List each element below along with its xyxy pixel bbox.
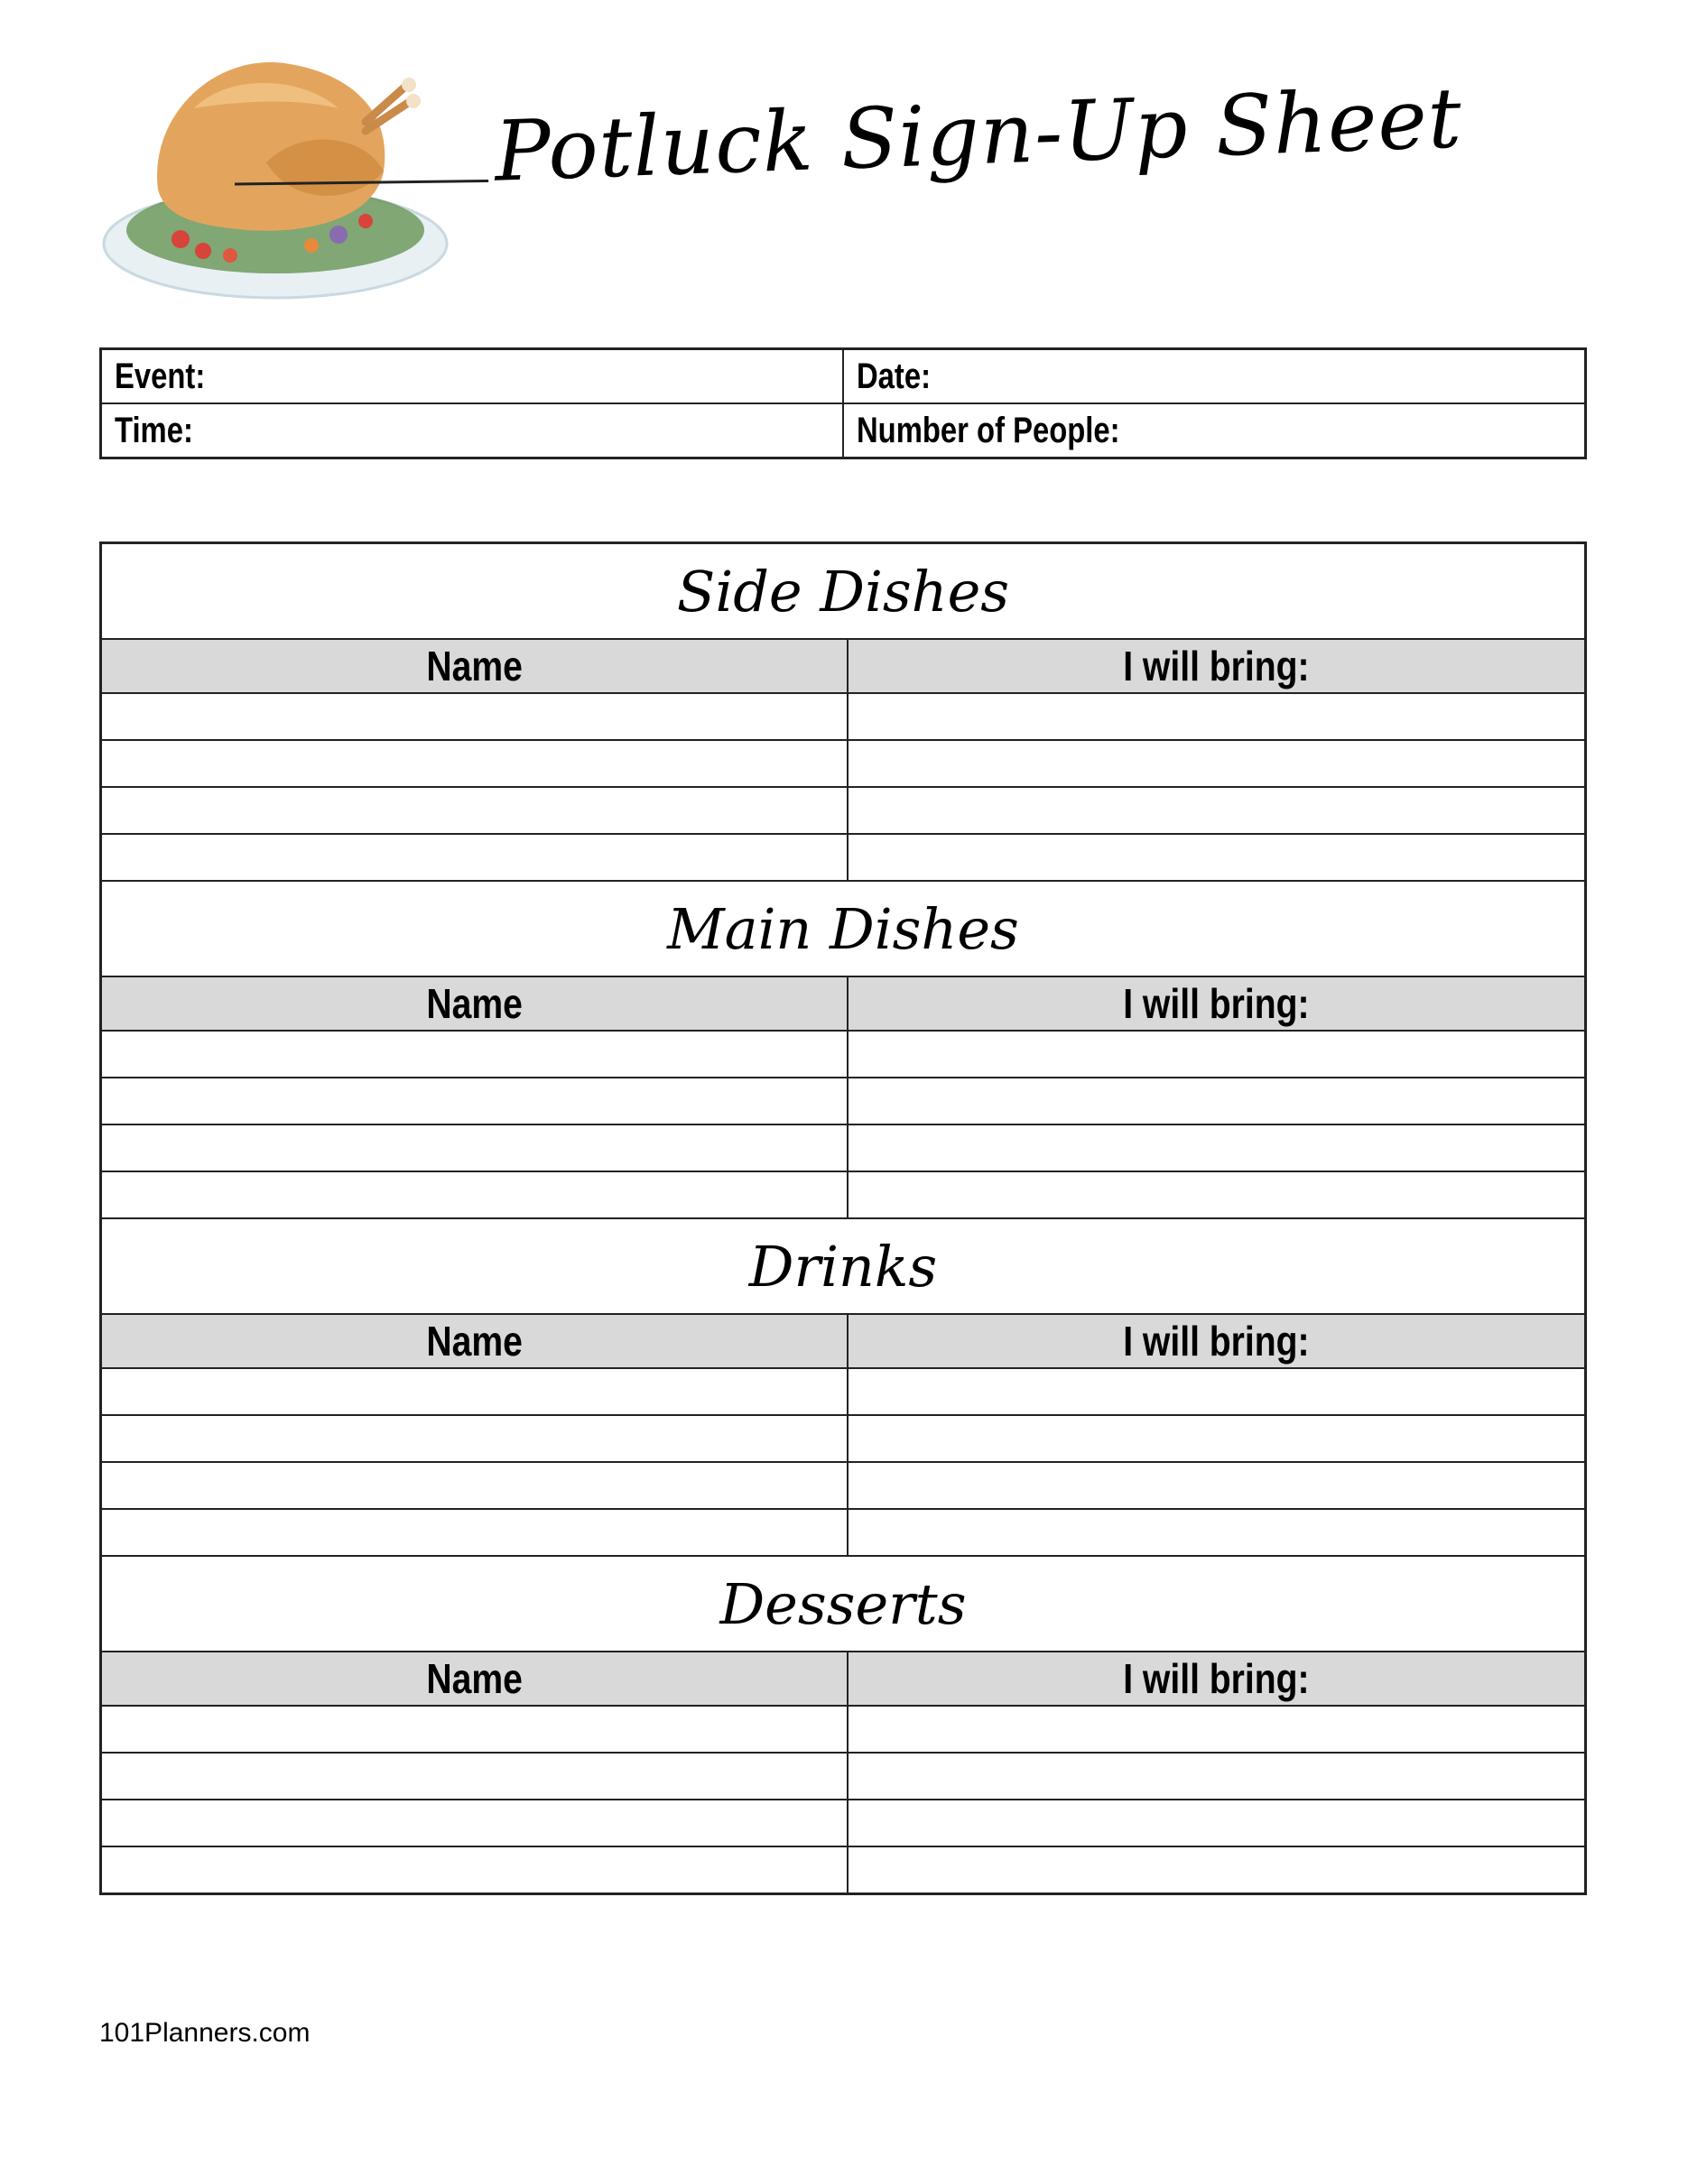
table-row <box>101 1462 1586 1509</box>
section-title-side-dishes: Side Dishes <box>101 543 1586 640</box>
footer-credit: 101Planners.com <box>99 2018 311 2048</box>
table-row <box>101 1124 1586 1171</box>
table-row <box>101 1753 1586 1800</box>
column-header-bring: I will bring: <box>848 976 1586 1031</box>
table-row <box>101 1368 1586 1415</box>
people-field[interactable] <box>843 403 1586 458</box>
table-row <box>101 1846 1586 1894</box>
page-title: Potluck Sign-Up Sheet <box>486 72 1470 198</box>
table-row <box>101 1171 1586 1218</box>
name-cell[interactable] <box>101 693 848 740</box>
name-cell[interactable] <box>101 1753 848 1800</box>
bring-cell[interactable] <box>848 1800 1586 1846</box>
table-row <box>101 1415 1586 1462</box>
name-cell[interactable] <box>101 1078 848 1124</box>
table-row <box>101 1706 1586 1753</box>
section-title-main-dishes: Main Dishes <box>101 881 1586 976</box>
bring-cell[interactable] <box>848 1031 1586 1078</box>
name-cell[interactable] <box>101 1031 848 1078</box>
bring-cell[interactable] <box>848 834 1586 881</box>
signup-table <box>99 541 1587 1895</box>
date-label: Date: <box>857 356 932 396</box>
event-info-table <box>99 347 1587 459</box>
column-header-bring: I will bring: <box>848 639 1586 693</box>
time-label: Time: <box>115 410 193 450</box>
bring-cell[interactable] <box>848 1368 1586 1415</box>
column-header-bring: I will bring: <box>848 1314 1586 1368</box>
column-header-name: Name <box>101 639 848 693</box>
time-field[interactable] <box>101 403 844 458</box>
table-row <box>101 1078 1586 1124</box>
name-cell[interactable] <box>101 1800 848 1846</box>
section-title-desserts: Desserts <box>101 1556 1586 1652</box>
bring-cell[interactable] <box>848 1078 1586 1124</box>
bring-cell[interactable] <box>848 1706 1586 1753</box>
name-cell[interactable] <box>101 1368 848 1415</box>
date-field[interactable] <box>843 349 1586 404</box>
table-row <box>101 740 1586 787</box>
bring-cell[interactable] <box>848 1509 1586 1556</box>
table-row <box>101 834 1586 881</box>
column-header-bring: I will bring: <box>848 1652 1586 1706</box>
bring-cell[interactable] <box>848 1462 1586 1509</box>
bring-cell[interactable] <box>848 693 1586 740</box>
bring-cell[interactable] <box>848 787 1586 834</box>
name-cell[interactable] <box>101 1846 848 1894</box>
bring-cell[interactable] <box>848 1415 1586 1462</box>
column-header-name: Name <box>101 1652 848 1706</box>
table-row <box>101 1800 1586 1846</box>
name-cell[interactable] <box>101 1509 848 1556</box>
bring-cell[interactable] <box>848 1846 1586 1894</box>
column-header-name: Name <box>101 1314 848 1368</box>
bring-cell[interactable] <box>848 1171 1586 1218</box>
name-cell[interactable] <box>101 787 848 834</box>
section-title-drinks: Drinks <box>101 1218 1586 1314</box>
table-row <box>101 1509 1586 1556</box>
bring-cell[interactable] <box>848 740 1586 787</box>
name-cell[interactable] <box>101 1462 848 1509</box>
bring-cell[interactable] <box>848 1124 1586 1171</box>
people-label: Number of People: <box>857 410 1120 450</box>
name-cell[interactable] <box>101 1415 848 1462</box>
name-cell[interactable] <box>101 1171 848 1218</box>
table-row <box>101 1031 1586 1078</box>
name-cell[interactable] <box>101 1706 848 1753</box>
table-row <box>101 787 1586 834</box>
event-label: Event: <box>115 356 206 396</box>
column-header-name: Name <box>101 976 848 1031</box>
page-header <box>0 0 1688 307</box>
name-cell[interactable] <box>101 834 848 881</box>
table-row <box>101 693 1586 740</box>
event-field[interactable] <box>101 349 844 404</box>
name-cell[interactable] <box>101 740 848 787</box>
name-cell[interactable] <box>101 1124 848 1171</box>
bring-cell[interactable] <box>848 1753 1586 1800</box>
